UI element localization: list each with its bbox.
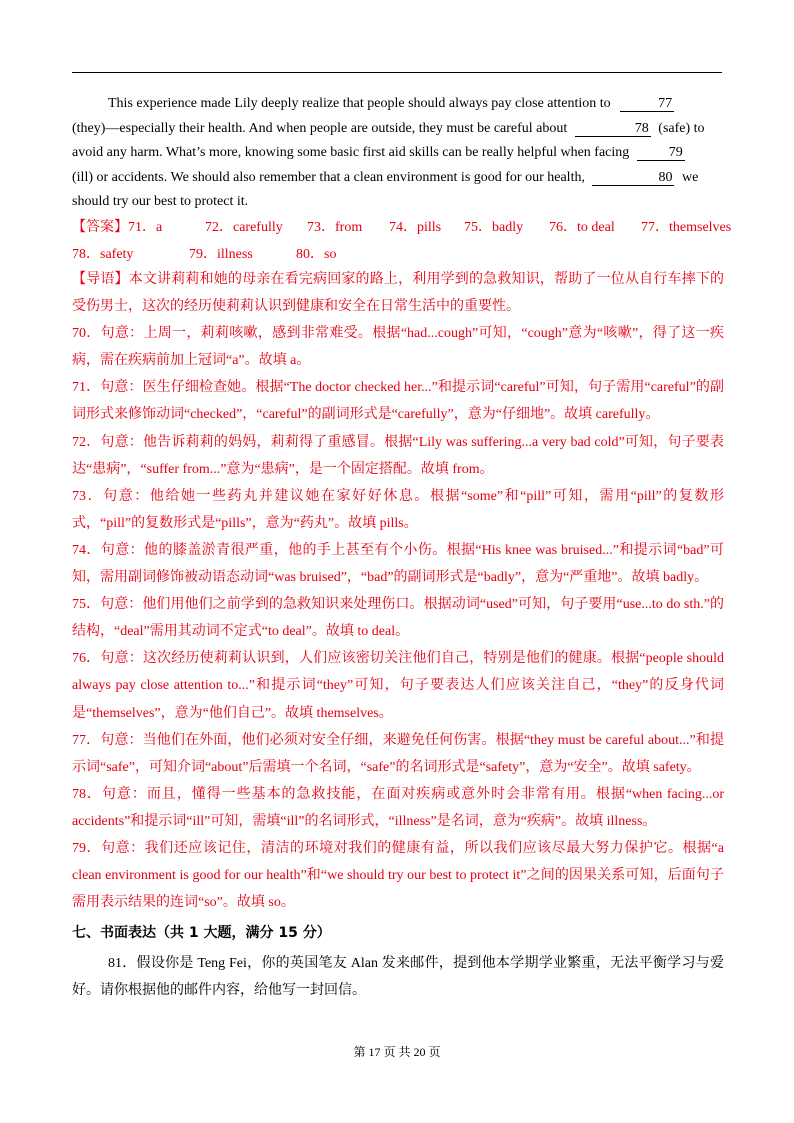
answer-76: 76．to deal <box>549 220 615 235</box>
explanation-72: 72．句意：他告诉莉莉的妈妈，莉莉得了重感冒。根据“Lily was suffering...a very bad cold”可知，句子要表达“患病”，“suffer from...”意为“患病”，是一个固定搭配。故填 from。 <box>72 434 724 477</box>
passage-text-2b: (safe) to <box>658 120 705 136</box>
explanation-block <box>72 266 724 916</box>
explanation-79: 79．句意：我们还应该记住，清洁的环境对我们的健康有益，所以我们应该尽最大努力保护它。根据“a clean environment is good for our health”和“we should try our best to protect it”之间的因果关系可知，后面句子需用表示结果的连词“so”。故填 so。 <box>72 840 724 911</box>
blank-80[interactable]: 80 <box>592 170 674 186</box>
answer-73: 73．from <box>307 220 363 235</box>
answer-77: 77．themselves <box>641 220 732 235</box>
explanation-71: 71．句意：医生仔细检查她。根据“The doctor checked her...”和提示词“careful”可知，句子需用“careful”的副词形式来修饰动词“checked”，“careful”的副词形式是“carefully”，意为“仔细地”。故填 carefully。 <box>72 380 724 423</box>
answer-79: 79．illness <box>189 247 253 262</box>
answer-80: 80．so <box>296 247 337 262</box>
answer-row-1 <box>72 214 732 241</box>
answer-block <box>72 214 732 268</box>
passage-text-1: This experience made Lily deeply realize that people should always pay close attention to <box>108 96 611 111</box>
question-81 <box>72 950 724 1004</box>
answer-tag: 【答案】 <box>72 220 128 235</box>
explanation-75: 75．句意：他们用他们之前学到的急救知识来处理伤口。根据动词“used”可知，句子要用“use...to do sth.”的结构，“deal”需用其动词不定式“to deal”。故填 to deal。 <box>72 597 724 640</box>
answer-74: 74．pills <box>389 220 442 235</box>
header-rule <box>72 72 722 73</box>
guide-tag: 【导语】 <box>72 272 129 287</box>
passage-text-4a: (ill) or accidents. We should also remember that a clean environment is good for our health, <box>72 169 585 185</box>
answer-72: 72．carefully <box>205 220 283 235</box>
explanation-76: 76．句意：这次经历使莉莉认识到，人们应该密切关注他们自己，特别是他们的健康。根据“people should always pay close attention to...”和提示词“they”可知，句子要表达人们应该关注自己，“they”的反身代词是“themselves”，意为“他们自己”。故填 themselves。 <box>72 651 724 721</box>
blank-79[interactable]: 79 <box>637 145 685 161</box>
passage-text-4b: we <box>681 169 699 185</box>
page-footer: 第 17 页 共 20 页 <box>353 1045 441 1059</box>
explanation-73: 73．句意：他给她一些药丸并建议她在家好好休息。根据“some”和“pill”可知，需用“pill”的复数形式，“pill”的复数形式是“pills”，意为“药丸”。故填 pills。 <box>72 488 724 531</box>
passage-text-2a: (they)—especially their health. And when people are outside, they must be careful about <box>72 120 568 136</box>
passage-line-4 <box>72 166 722 191</box>
question-81-text: 81．假设你是 Teng Fei，你的英国笔友 Alan 发来邮件，提到他本学期学业繁重，无法平衡学习与爱好。请你根据他的邮件内容，给他写一封回信。 <box>72 956 724 998</box>
explanation-70: 70．句意：上周一，莉莉咳嗽，感到非常难受。根据“had...cough”可知，“cough”意为“咳嗽”，得了这一疾病，需在疾病前加上冠词“a”。故填 a。 <box>72 326 724 369</box>
passage-line-5: should try our best to protect it. <box>72 194 249 210</box>
explanation-77: 77．句意：当他们在外面，他们必须对安全仔细，来避免任何伤害。根据“they must be careful about...”和提示词“safe”，可知介词“about”后需填一个名词，“safe”的名词形式是“safety”，意为“安全”。故填 safety。 <box>72 732 724 775</box>
passage-text-3a: avoid any harm. What’s more, knowing some basic first aid skills can be really helpful when facing <box>72 145 630 161</box>
passage-line-1 <box>72 92 722 117</box>
answer-78: 78．safety <box>72 247 134 262</box>
answer-71: 71．a <box>128 220 163 235</box>
guide-paragraph <box>72 266 724 320</box>
passage-line-2 <box>72 117 722 142</box>
passage-line-3 <box>72 141 722 166</box>
answer-row-2 <box>72 241 732 268</box>
section-title: 七、书面表达（共 1 大题，满分 15 分） <box>72 925 331 941</box>
answer-75: 75．badly <box>464 220 524 235</box>
passage <box>72 92 722 215</box>
blank-78[interactable]: 78 <box>575 121 651 137</box>
explanation-74: 74．句意：他的膝盖淤青很严重，他的手上甚至有个小伤。根据“His knee was bruised...”和提示词“bad”可知，需用副词修饰被动语态动词“was bruised”，“bad”的副词形式是“badly”，意为“严重地”。故填 badly。 <box>72 542 724 586</box>
guide-text: 本文讲莉莉和她的母亲在看完病回家的路上，利用学到的急救知识，帮助了一位从自行车摔下的受伤男士，这次的经历使莉莉认识到健康和安全在日常生活中的重要性。 <box>72 272 725 315</box>
explanation-78: 78．句意：而且，懂得一些基本的急救技能，在面对疾病或意外时会非常有用。根据“when facing...or accidents”和提示词“ill”可知，需填“ill”的名词形式，“illness”是名词，意为“疾病”。故填 illness。 <box>72 786 724 829</box>
blank-77[interactable]: 77 <box>620 96 674 112</box>
